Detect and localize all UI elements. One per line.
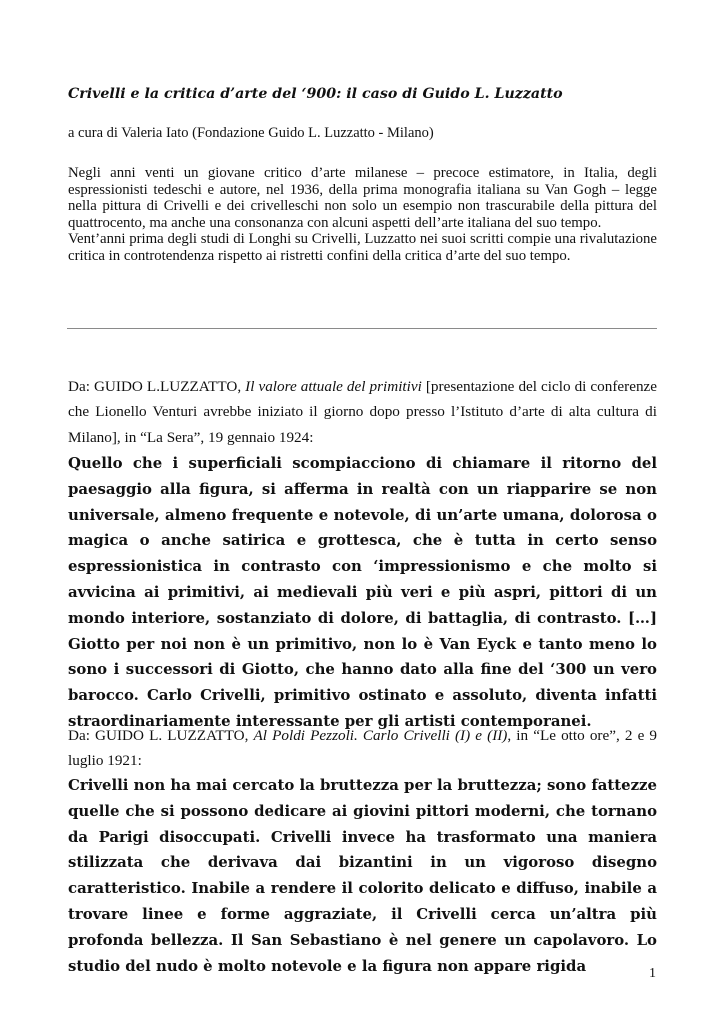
intro-paragraph: Negli anni venti un giovane critico d’arte milanese – precoce estimatore, in Italia, degli espressionisti tedeschi e autore, nel 1936, della prima monografia italiana su Van Gogh – legge nella pittura di Crivelli e dei crivelleschi non solo un esempio non trascurabile della pittura del quattrocento, ma anche una consonanza con alcuni aspetti dell’arte italiana del suo tempo. [68, 165, 657, 231]
citation-author: Da: GUIDO L.LUZZATTO, [68, 378, 246, 395]
excerpt-quote: Quello che i superficiali scompiacciono di chiamare il ritorno del paesaggio alla figura, si afferma in realtà con un riapparire se non universale, almeno frequente e notevole, di un’arte umana, dolorosa o magica o anche satirica e grottesca, che è tutta in certo senso espressionistica in contrasto con ‘impressionismo e che molto si avvicina ai primitivi, ai medievali più veri e più aspri, pittori di un mondo interiore, sostanziato di dolore, di battaglia, di contrasto. […] Giotto per noi non è un primitivo, non lo è Van Eyck e tanto meno lo sono i successori di Giotto, che hanno dato alla fine del ‘300 un vero barocco. Carlo Crivelli, primitivo ostinato e assoluto, diventa infatti straordinariamente interessante per gli artisti contemporanei. [68, 454, 657, 730]
citation-source: [presentazione del ciclo di conferenze che Lionello Venturi avrebbe iniziato il giorno dopo presso l’Istituto d’arte di alta cultura di Milano], in “La Sera”, 19 gennaio 1924: [68, 378, 658, 446]
excerpt-quote: Crivelli non ha mai cercato la bruttezza per la bruttezza; sono fattezze quelle che si possono dedicare ai giovini pittori moderni, che tornano da Parigi disoccupati. Crivelli invece ha trasformato una maniera stilizzata che derivava dai bizantini in un vigoroso disegno caratteristico. Inabile a rendere il colorito delicato e diffuso, inabile a trovare linee e forme aggraziate, il Crivelli cerca un’altra più profonda bellezza. Il San Sebastiano è nel genere un capolavoro. Lo studio del nudo è molto notevole e la figura non appare rigida [68, 776, 657, 975]
curator-line: a cura di Valeria Iato (Fondazione Guido L. Luzzatto - Milano) [68, 125, 434, 141]
citation-title: Al Poldi Pezzoli. Carlo Crivelli (I) e (II) [253, 727, 508, 744]
intro-paragraph: Vent’anni prima degli studi di Longhi su Crivelli, Luzzatto nei suoi scritti compie una rivalutazione critica in controtendenza rispetto ai ristretti confini della critica d’arte del suo tempo. [68, 231, 657, 264]
excerpt-citation [68, 723, 657, 774]
citation-author: Da: GUIDO L. LUZZATTO, [68, 727, 254, 744]
intro-section [68, 165, 657, 265]
citation-source: , in “Le otto ore”, 2 e 9 luglio 1921: [68, 727, 658, 770]
horizontal-rule [67, 328, 657, 329]
excerpt-citation [68, 374, 657, 450]
document-title: Crivelli e la critica d’arte del ‘900: il caso di Guido L. Luzzatto [68, 86, 563, 102]
page-number: 1 [649, 966, 656, 981]
citation-title: Il valore attuale del primitivi [245, 378, 422, 395]
